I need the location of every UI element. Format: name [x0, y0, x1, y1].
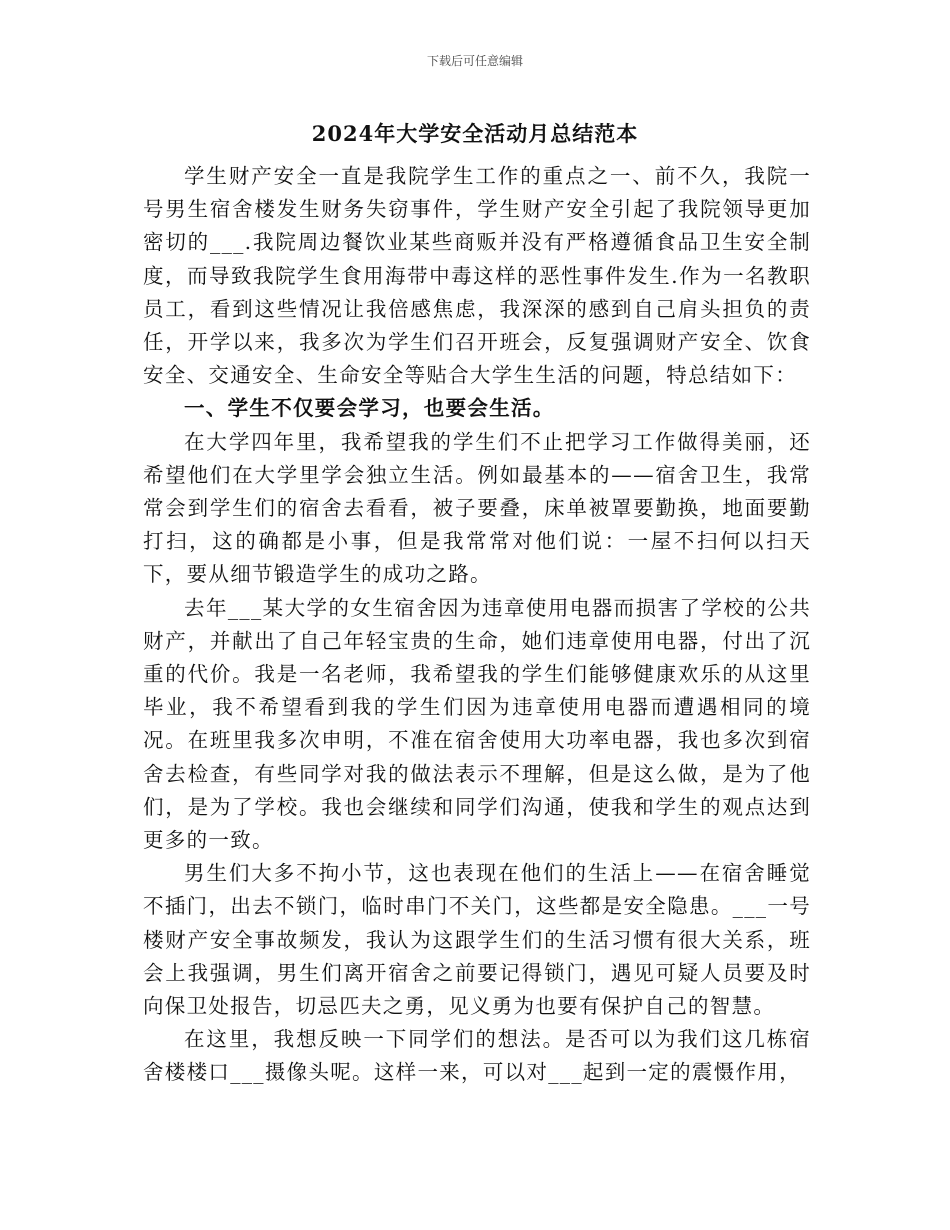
- download-note: 下载后可任意编辑: [426, 54, 523, 68]
- document-title: 2024年大学安全活动月总结范本: [311, 121, 639, 146]
- paragraph-dorm-hygiene: 在大学四年里，我希望我的学生们不止把学习工作做得美丽，还希望他们在大学里学会独立生活。例如最基本的——宿舍卫生，我常常会到学生们的宿舍去看看，被子要叠，床单被罩要勤换，地面要勤打扫，这的确都是小事，但是我常常对他们说：一屋不扫何以扫天下，要从细节锻造学生的成功之路。: [143, 429, 811, 587]
- section-heading-1: 一、学生不仅要会学习，也要会生活。: [184, 396, 555, 421]
- paragraph-camera-suggestion: 在这里，我想反映一下同学们的想法。是否可以为我们这几栋宿舍楼楼口___摄像头呢。这样一来，可以对___起到一定的震慑作用，: [143, 1027, 811, 1085]
- paragraph-intro: 学生财产安全一直是我院学生工作的重点之一、前不久，我院一号男生宿舍楼发生财务失窃事件，学生财产安全引起了我院领导更加密切的___.我院周边餐饮业某些商贩并没有严格遵循食品卫生安全制度，而导致我院学生食用海带中毒这样的恶性事件发生.作为一名教职员工，看到这些情况让我倍感焦虑，我深深的感到自己肩头担负的责任，开学以来，我多次为学生们召开班会，反复强调财产安全、饮食安全、交通安全、生命安全等贴合大学生生活的问题，特总结如下：: [143, 164, 811, 388]
- paragraph-electrical-safety: 去年___某大学的女生宿舍因为违章使用电器而损害了学校的公共财产，并献出了自己年轻宝贵的生命，她们违章使用电器，付出了沉重的代价。我是一名老师，我希望我的学生们能够健康欢乐的从这里毕业，我不希望看到我的学生们因为违章使用电器而遭遇相同的境况。在班里我多次申明，不准在宿舍使用大功率电器，我也多次到宿舍去检查，有些同学对我的做法表示不理解，但是这么做，是为了他们，是为了学校。我也会继续和同学们沟通，使我和学生的观点达到更多的一致。: [143, 595, 811, 853]
- document-body: [143, 160, 811, 1090]
- paragraph-door-locking: 男生们大多不拘小节，这也表现在他们的生活上——在宿舍睡觉不插门，出去不锁门，临时串门不关门，这些都是安全隐患。___一号楼财产安全事故频发，我认为这跟学生们的生活习惯有很大关系，班会上我强调，男生们离开宿舍之前要记得锁门，遇见可疑人员要及时向保卫处报告，切忌匹夫之勇，见义勇为也要有保护自己的智慧。: [143, 861, 811, 1019]
